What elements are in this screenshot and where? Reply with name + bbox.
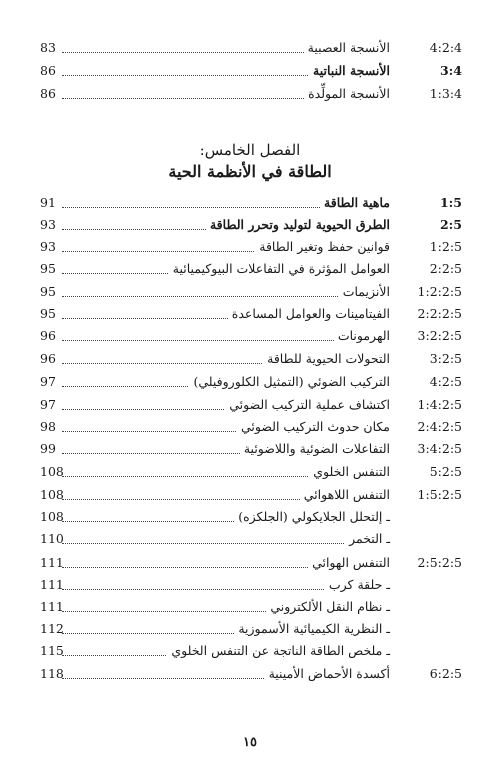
- section-number: 3:2:5: [429, 351, 462, 366]
- page-number: 98: [40, 417, 62, 437]
- toc-entry: [40, 349, 462, 369]
- page-number: 111: [40, 597, 62, 617]
- section-title: الأنزيمات: [339, 282, 390, 302]
- section-number: 5:2:5: [429, 464, 462, 479]
- toc-entry: [40, 326, 462, 346]
- page-number: 95: [40, 259, 62, 279]
- page-number: 108: [40, 507, 62, 527]
- page-number: 97: [40, 395, 62, 415]
- section-number: 3:4:2:5: [417, 441, 462, 456]
- section-title: التركيب الضوئي (التمثيل الكلوروفيلي): [189, 372, 390, 392]
- page-folio: ١٥: [243, 735, 257, 750]
- page-number: 118: [40, 664, 62, 684]
- page-number: 93: [40, 215, 62, 235]
- section-title: التفاعلات الضوئية واللاضوئية: [240, 439, 390, 459]
- page-number: 83: [40, 38, 62, 58]
- section-title: التحولات الحيوية للطاقة: [263, 349, 390, 369]
- section-title: ـ حلقة كرب: [325, 575, 390, 595]
- toc-entry: [40, 553, 462, 573]
- section-number: 2:2:2:5: [417, 306, 462, 321]
- page-number: 110: [40, 529, 62, 549]
- chapter-title: الطاقة في الأنظمة الحية: [168, 162, 332, 181]
- toc-entry: [40, 641, 462, 661]
- section-title: ـ نظام النقل الألكتروني: [266, 597, 390, 617]
- section-number: 1:2:2:5: [417, 284, 462, 299]
- section-title: العوامل المؤثرة في التفاعلات البيوكيميائية: [169, 259, 390, 279]
- section-number: 1:5: [439, 195, 462, 210]
- page-number: 112: [40, 619, 62, 639]
- section-number: 1:3:4: [429, 86, 462, 101]
- toc-entry: [40, 215, 462, 235]
- section-title: ـ التخمر: [345, 529, 390, 549]
- toc-entry: [40, 372, 462, 392]
- section-title: التنفس الخلوي: [309, 462, 390, 482]
- page-number: 111: [40, 575, 62, 595]
- dot-leader: [62, 543, 386, 544]
- section-title: ـ ملخص الطاقة الناتجة عن التنفس الخلوي: [167, 641, 390, 661]
- section-title: الأنسجة المولِّدة: [304, 84, 390, 104]
- section-number: 4:2:4: [429, 40, 462, 55]
- toc-entry: [40, 417, 462, 437]
- section-number: 4:2:5: [429, 374, 462, 389]
- section-title: الأنسجة العصبية: [304, 38, 390, 58]
- section-title: الطرق الحيوية لتوليد وتحرر الطاقة: [206, 215, 390, 235]
- page-number: 115: [40, 641, 62, 661]
- toc-entry: [40, 485, 462, 505]
- section-title: قوانين حفظ وتغير الطاقة: [255, 237, 390, 257]
- page-number: 86: [40, 84, 62, 104]
- toc-entry: [40, 237, 462, 257]
- page-number: 95: [40, 304, 62, 324]
- section-title: ـ النظرية الكيميائية الأسموزية: [234, 619, 390, 639]
- section-number: 3:4: [439, 63, 462, 78]
- toc-entry: [40, 84, 462, 104]
- section-title: الهرمونات: [334, 326, 390, 346]
- toc-entry: [40, 507, 462, 527]
- section-title: الأنسجة النباتية: [309, 61, 390, 81]
- page-number: 111: [40, 553, 62, 573]
- dot-leader: [62, 296, 386, 297]
- toc-entry: [40, 61, 462, 81]
- section-title: الفيتامينات والعوامل المساعدة: [228, 304, 390, 324]
- section-number: 1:4:2:5: [417, 397, 462, 412]
- section-number: 3:2:2:5: [417, 328, 462, 343]
- toc-entry: [40, 462, 462, 482]
- page-number: 96: [40, 349, 62, 369]
- toc-entry: [40, 597, 462, 617]
- section-title: التنفس اللاهوائي: [300, 485, 390, 505]
- section-number: 2:2:5: [429, 261, 462, 276]
- page-number: 91: [40, 193, 62, 213]
- toc-entry: [40, 259, 462, 279]
- toc-entry: [40, 529, 462, 549]
- page-number: 96: [40, 326, 62, 346]
- toc-entry: [40, 304, 462, 324]
- section-number: 1:5:2:5: [417, 487, 462, 502]
- page-number: 93: [40, 237, 62, 257]
- toc-entry: [40, 38, 462, 58]
- section-title: التنفس الهوائي: [308, 553, 390, 573]
- section-title: ماهية الطاقة: [320, 193, 390, 213]
- page-number: 97: [40, 372, 62, 392]
- page-number: 108: [40, 462, 62, 482]
- section-title: اكتشاف عملية التركيب الضوئي: [225, 395, 390, 415]
- section-number: 6:2:5: [429, 666, 462, 681]
- page-number: 99: [40, 439, 62, 459]
- section-title: أكسدة الأحماض الأمينية: [265, 664, 390, 684]
- toc-entry: [40, 439, 462, 459]
- chapter-label: الفصل الخامس:: [199, 141, 301, 159]
- section-number: 1:2:5: [429, 239, 462, 254]
- toc-entry: [40, 193, 462, 213]
- page-number: 108: [40, 485, 62, 505]
- section-title: مكان حدوث التركيب الضوئي: [237, 417, 390, 437]
- toc-entry: [40, 664, 462, 684]
- section-title: ـ إلتحلل الجلايكولي (الجلكزه): [234, 507, 390, 527]
- toc-entry: [40, 395, 462, 415]
- page-number: 95: [40, 282, 62, 302]
- section-number: 2:5: [439, 217, 462, 232]
- toc-entry: [40, 282, 462, 302]
- toc-entry: [40, 575, 462, 595]
- section-number: 2:5:2:5: [417, 555, 462, 570]
- page-number: 86: [40, 61, 62, 81]
- section-number: 2:4:2:5: [417, 419, 462, 434]
- toc-entry: [40, 619, 462, 639]
